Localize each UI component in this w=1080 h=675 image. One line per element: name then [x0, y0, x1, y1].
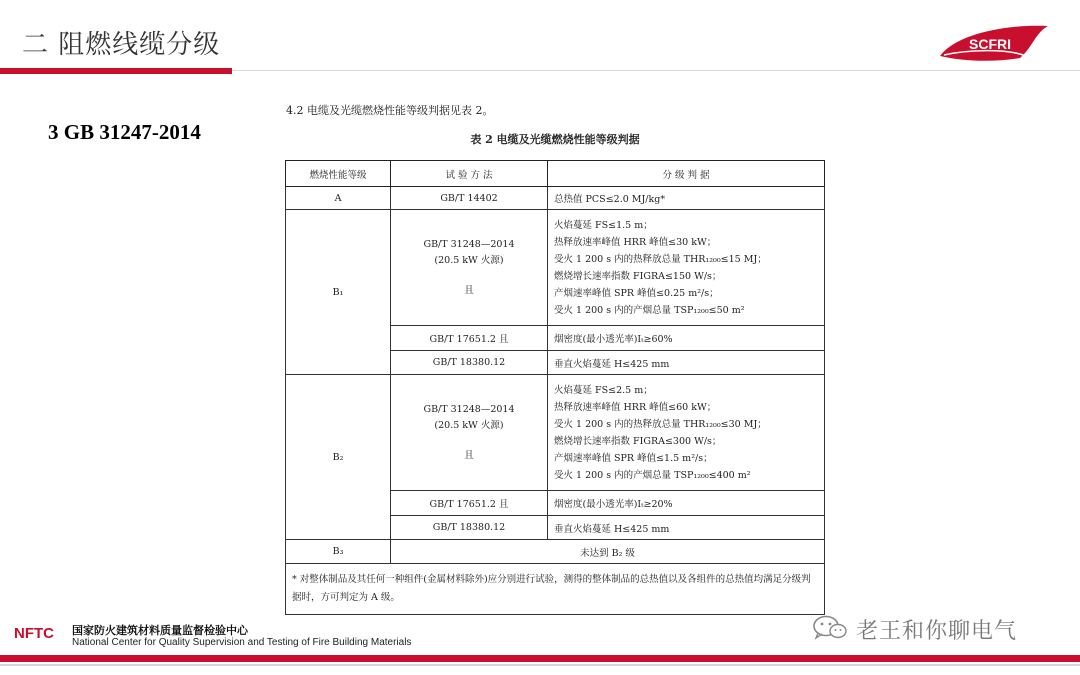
wechat-icon [812, 614, 848, 642]
title-divider [232, 70, 1080, 71]
scfri-logo [936, 22, 1052, 66]
table-row-b1-main [286, 210, 825, 326]
method-line: (20.5 kW 火源) [434, 254, 504, 266]
standard-excerpt [282, 100, 828, 612]
footer-org-chinese: 国家防火建筑材料质量监督检验中心 [72, 624, 248, 637]
method-b1-smoke: GB/T 17651.2 且 [391, 326, 548, 351]
criteria-line: 燃烧增长速率指数 FIGRA≤150 W/s； [554, 270, 722, 282]
table-footnote-row [286, 564, 825, 615]
table-header-row [286, 161, 825, 187]
clause-text: 4.2 电缆及光缆燃烧性能等级判据见表 2。 [286, 104, 494, 117]
table-footnote: * 对整体制品及其任何一种组件(金属材料除外)应分别进行试验，测得的整体制品的总热值以及各组件的总热值均满足分级判据时，方可判定为 A 级。 [286, 564, 825, 615]
criteria-line: 产烟速率峰值 SPR 峰值≤0.25 m²/s； [554, 287, 719, 299]
footer-accent-bar [0, 655, 1080, 662]
criteria-line: 热释放速率峰值 HRR 峰值≤60 kW； [554, 401, 717, 413]
table-row-b3 [286, 540, 825, 564]
header-grade: 燃烧性能等级 [286, 161, 391, 187]
wechat-eye [821, 623, 824, 626]
criteria-line: 受火 1 200 s 内的产烟总量 TSP₁₂₀₀≤400 m² [554, 469, 751, 481]
method-b2-smoke: GB/T 17651.2 且 [391, 491, 548, 516]
wechat-eye [829, 623, 832, 626]
criteria-line: 受火 1 200 s 内的产烟总量 TSP₁₂₀₀≤50 m² [554, 304, 745, 316]
method-b1-main [391, 210, 548, 326]
criteria-line: 受火 1 200 s 内的热释放总量 THR₁₂₀₀≤15 MJ； [554, 253, 767, 265]
method-a: GB/T 14402 [391, 187, 548, 210]
criteria-a: 总热值 PCS≤2.0 MJ/kg* [548, 187, 825, 210]
method-line: (20.5 kW 火源) [434, 419, 504, 431]
criteria-line: 热释放速率峰值 HRR 峰值≤30 kW； [554, 236, 717, 248]
title-accent-bar [0, 68, 232, 74]
method-b2-flame: GB/T 18380.12 [391, 516, 548, 540]
method-line: 且 [464, 449, 474, 461]
wechat-eye [835, 629, 837, 631]
criteria-b1-smoke: 烟密度(最小透光率)Iₜ≥60% [548, 326, 825, 351]
footer-divider [0, 664, 1080, 666]
grade-a: A [286, 187, 391, 210]
wechat-bubble-small [830, 625, 846, 638]
criteria-b1-flame: 垂直火焰蔓延 H≤425 mm [548, 351, 825, 375]
grade-b3: B₃ [286, 540, 391, 564]
header-criteria: 分 级 判 据 [548, 161, 825, 187]
method-line: GB/T 31248—2014 [423, 238, 515, 250]
criteria-line: 受火 1 200 s 内的热释放总量 THR₁₂₀₀≤30 MJ； [554, 418, 767, 430]
criteria-b2-flame: 垂直火焰蔓延 H≤425 mm [548, 516, 825, 540]
slide-title: 二 阻燃线缆分级 [22, 30, 221, 60]
criteria-b1-main [548, 210, 825, 326]
criteria-line: 燃烧增长速率指数 FIGRA≤300 W/s； [554, 435, 722, 447]
criteria-line: 产烟速率峰值 SPR 峰值≤1.5 m²/s； [554, 452, 713, 464]
grade-b2: B₂ [286, 375, 391, 540]
criteria-b3: 未达到 B₂ 级 [391, 540, 825, 564]
criteria-line: 火焰蔓延 FS≤2.5 m； [554, 384, 653, 396]
method-line: 且 [464, 284, 474, 296]
method-b2-main [391, 375, 548, 491]
standard-number: 3 GB 31247-2014 [48, 120, 201, 144]
logo-text: SCFRI [969, 36, 1011, 52]
table-row-b2-main [286, 375, 825, 491]
method-b1-flame: GB/T 18380.12 [391, 351, 548, 375]
wechat-eye [840, 629, 842, 631]
criteria-b2-smoke: 烟密度(最小透光率)Iₜ≥20% [548, 491, 825, 516]
table-row-a [286, 187, 825, 210]
method-line: GB/T 31248—2014 [423, 403, 515, 415]
grading-criteria-table [285, 160, 825, 615]
table-caption: 表 2 电缆及光缆燃烧性能等级判据 [470, 133, 640, 146]
criteria-b2-main [548, 375, 825, 491]
header-method: 试 验 方 法 [391, 161, 548, 187]
watermark-text: 老王和你聊电气 [856, 619, 1018, 644]
grade-b1: B₁ [286, 210, 391, 375]
criteria-line: 火焰蔓延 FS≤1.5 m； [554, 219, 653, 231]
footer-org-english: National Center for Quality Supervision and Testing of Fire Building Materials [72, 637, 412, 648]
nftc-logo: NFTC [14, 625, 54, 642]
